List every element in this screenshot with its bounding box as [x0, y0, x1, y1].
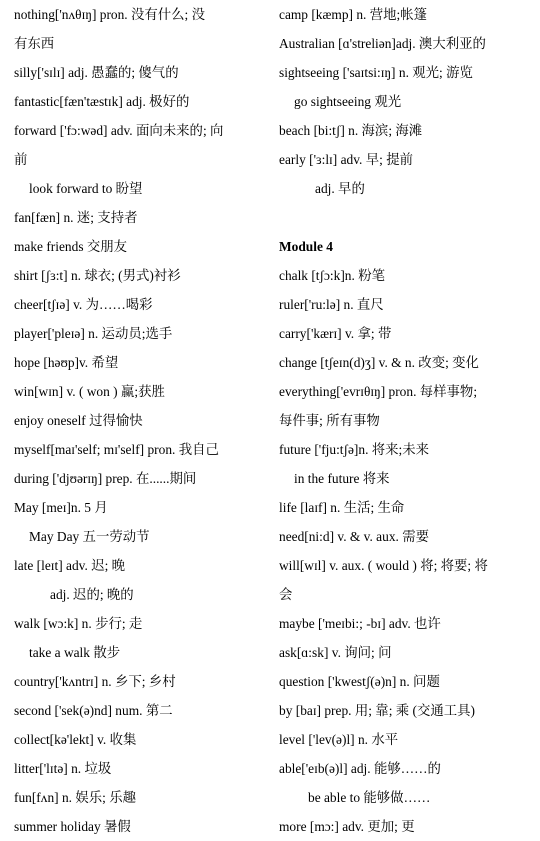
right-entry-line: question ['kwestʃ(ə)n] n. 问题	[279, 674, 440, 689]
left-entry-line: cheer[tʃɪə] v. 为……喝彩	[14, 297, 153, 312]
left-entry-line: fantastic[fæn'tæstɪk] adj. 极好的	[14, 94, 190, 109]
right-entry-line: level ['lev(ə)l] n. 水平	[279, 732, 399, 747]
left-entry-line: walk [wɔ:k] n. 步行; 走	[14, 616, 143, 631]
left-entry-line: forward ['fɔ:wəd] adv. 面向未来的; 向	[14, 123, 224, 138]
right-entry-line	[279, 203, 534, 232]
left-entry-line: summer holiday 暑假	[14, 819, 131, 834]
left-entry-line: fun[fʌn] n. 娱乐; 乐趣	[14, 790, 136, 805]
left-entry-line: late [leɪt] adv. 迟; 晚	[14, 558, 126, 573]
left-entry-line: litter['lɪtə] n. 垃圾	[14, 761, 112, 776]
left-entry-line: collect[kə'lekt] v. 收集	[14, 732, 137, 747]
right-column	[279, 0, 534, 841]
left-entry-line: make friends 交朋友	[14, 239, 128, 254]
right-entry-line: will[wɪl] v. aux. ( would ) 将; 将要; 将	[279, 558, 488, 573]
left-entry-line: take a walk 散步	[29, 645, 121, 660]
left-entry-line: player['pleɪə] n. 运动员;选手	[14, 326, 173, 341]
right-entry-line: camp [kæmp] n. 营地;帐篷	[279, 7, 428, 22]
right-entry-line: able['eɪb(ə)l] adj. 能够……的	[279, 761, 441, 776]
left-entry-line: May [meɪ]n. 5 月	[14, 500, 108, 515]
right-entry-line: early ['ɜ:lɪ] adv. 早; 提前	[279, 152, 413, 167]
right-entry-line: more [mɔ:] adv. 更加; 更	[279, 819, 415, 834]
left-entry-line: 前	[14, 152, 28, 167]
right-entry-line: future ['fju:tʃə]n. 将来;未来	[279, 442, 430, 457]
right-entry-line: change [tʃeɪn(d)ʒ] v. & n. 改变; 变化	[279, 355, 479, 370]
right-entry-line: chalk [tʃɔ:k]n. 粉笔	[279, 268, 385, 283]
right-entry-line: ask[ɑ:sk] v. 询问; 问	[279, 645, 392, 660]
left-entry-line: country['kʌntrɪ] n. 乡下; 乡村	[14, 674, 176, 689]
left-entry-line: 有东西	[14, 36, 55, 51]
right-entry-line: sightseeing ['saɪtsi:ɪŋ] n. 观光; 游览	[279, 65, 473, 80]
right-entry-line: beach [bi:tʃ] n. 海滨; 海滩	[279, 123, 423, 138]
left-entry-line: silly['sɪlɪ] adj. 愚蠢的; 傻气的	[14, 65, 179, 80]
left-entry-line: nothing['nʌθɪŋ] pron. 没有什么; 没	[14, 7, 206, 22]
left-entry-line: enjoy oneself 过得愉快	[14, 413, 143, 428]
right-entry-line: carry['kærɪ] v. 拿; 带	[279, 326, 392, 341]
section-heading: Module 4	[279, 239, 333, 254]
left-entry-line: win[wɪn] v. ( won ) 赢;获胜	[14, 384, 165, 399]
left-entry-line: second ['sek(ə)nd] num. 第二	[14, 703, 173, 718]
right-entry-line: adj. 早的	[315, 181, 365, 196]
left-entry-line: May Day 五一劳动节	[29, 529, 150, 544]
right-entry-line: 会	[279, 587, 293, 602]
right-entry-line: 每件事; 所有事物	[279, 413, 380, 428]
right-entry-line: ruler['ru:lə] n. 直尺	[279, 297, 384, 312]
right-entry-line: in the future 将来	[294, 471, 390, 486]
left-entry-line: shirt [ʃɜ:t] n. 球衣; (男式)衬衫	[14, 268, 181, 283]
right-entry-line: everything['evrɪθɪŋ] pron. 每样事物;	[279, 384, 478, 399]
left-entry-line: look forward to 盼望	[29, 181, 143, 196]
right-entry-line: Australian [ɑ'streliən]adj. 澳大利亚的	[279, 36, 486, 51]
left-entry-line: hope [həʊp]v. 希望	[14, 355, 119, 370]
right-entry-line: life [laɪf] n. 生活; 生命	[279, 500, 405, 515]
right-entry-line: need[ni:d] v. & v. aux. 需要	[279, 529, 429, 544]
left-entry-line: myself[maɪ'self; mɪ'self] pron. 我自己	[14, 442, 219, 457]
right-entry-line: be able to 能够做……	[308, 790, 431, 805]
left-entry-line: fan[fæn] n. 迷; 支持者	[14, 210, 138, 225]
left-entry-line: adj. 迟的; 晚的	[50, 587, 134, 602]
left-column	[14, 0, 264, 841]
left-entry-line: during ['djʊərɪŋ] prep. 在......期间	[14, 471, 197, 486]
right-entry-line: maybe ['meɪbi:; -bɪ] adv. 也许	[279, 616, 441, 631]
right-entry-line: by [baɪ] prep. 用; 靠; 乘 (交通工具)	[279, 703, 475, 718]
right-entry-line: go sightseeing 观光	[294, 94, 402, 109]
